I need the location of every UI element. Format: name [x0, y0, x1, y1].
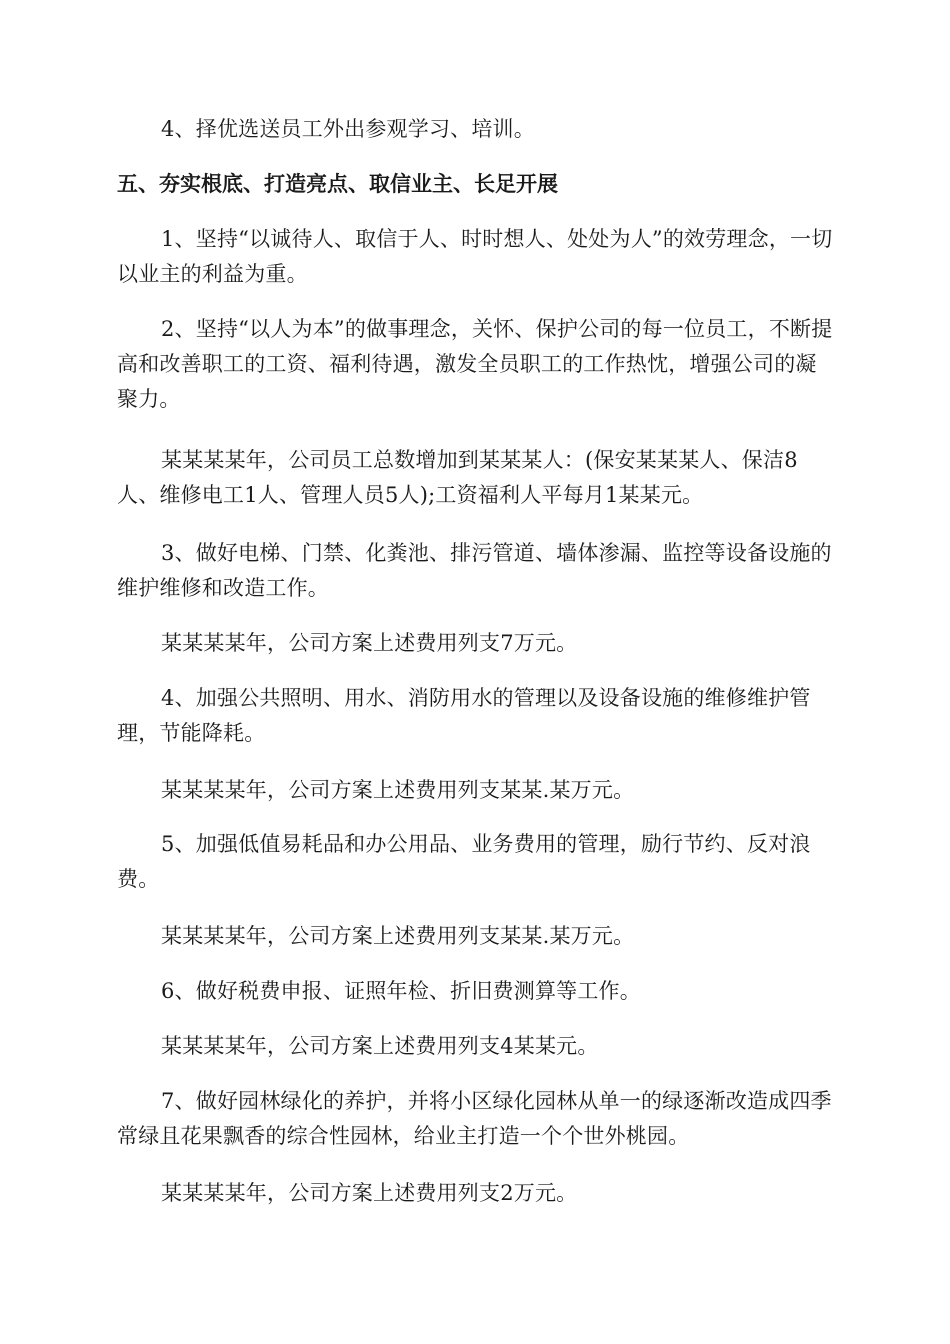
section-heading-5: 五、夯实根底、打造亮点、取信业主、长足开展: [117, 172, 558, 196]
paragraph-3-budget-note: 某某某某年，公司方案上述费用列支7万元。: [161, 631, 578, 655]
paragraph-item-4-training: 4、择优选送员工外出参观学习、培训。: [161, 117, 535, 141]
paragraph-6-budget-note: 某某某某年，公司方案上述费用列支4某某元。: [161, 1034, 599, 1058]
paragraph-2-staff-note: 某某某某年，公司员工总数增加到某某某人：(保安某某某人、保洁8人、维修电工1人、管理人员5人);工资福利人平每月1某某元。: [117, 448, 798, 507]
paragraph-6-tax-filing: 6、做好税费申报、证照年检、折旧费测算等工作。: [161, 979, 641, 1003]
paragraph-5-cost-control: 5、加强低值易耗品和办公用品、业务费用的管理，励行节约、反对浪费。: [117, 832, 811, 891]
paragraph-1-service-concept: 1、坚持“以诚待人、取信于人、时时想人、处处为人”的效劳理念，一切以业主的利益为重。: [117, 227, 833, 286]
paragraph-3-equipment-maintenance: 3、做好电梯、门禁、化粪池、排污管道、墙体渗漏、监控等设备设施的维护维修和改造工作。: [117, 541, 832, 600]
paragraph-4-energy-saving: 4、加强公共照明、用水、消防用水的管理以及设备设施的维修维护管理，节能降耗。: [117, 686, 811, 745]
paragraph-2-people-oriented: 2、坚持“以人为本”的做事理念，关怀、保护公司的每一位员工，不断提高和改善职工的工资、福利待遇，激发全员职工的工作热忱，增强公司的凝聚力。: [117, 317, 833, 411]
paragraph-5-budget-note: 某某某某年，公司方案上述费用列支某某.某万元。: [161, 924, 635, 948]
paragraph-7-landscaping: 7、做好园林绿化的养护，并将小区绿化园林从单一的绿逐渐改造成四季常绿且花果飘香的综合性园林，给业主打造一个个世外桃园。: [117, 1089, 832, 1148]
paragraph-4-budget-note: 某某某某年，公司方案上述费用列支某某.某万元。: [161, 778, 635, 802]
paragraph-7-budget-note: 某某某某年，公司方案上述费用列支2万元。: [161, 1181, 578, 1205]
